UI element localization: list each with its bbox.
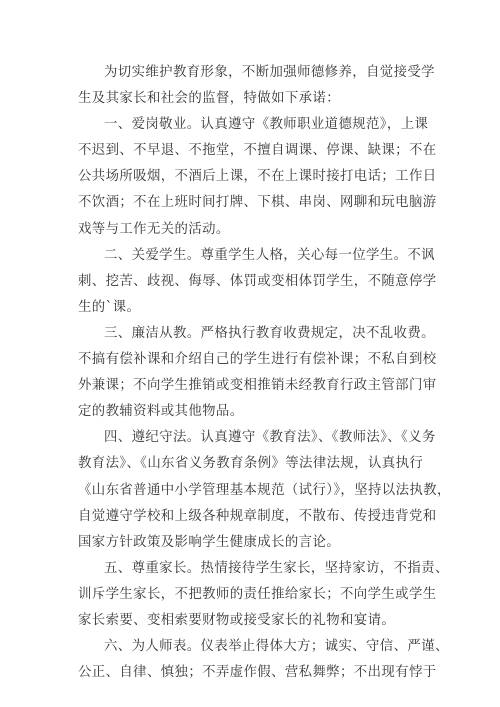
text-line: 生及其家长和社会的监督，特做如下承诺： — [78, 91, 341, 107]
text-line: 定的教辅资料或其他物品。 — [78, 404, 244, 420]
text-line: 一、爱岗敬业。认真遵守《教师职业道德规范》，上课 — [104, 117, 429, 133]
text-line: 为切实维护教育形象，不断加强师德修养，自觉接受学 — [104, 65, 435, 80]
text-line: 生的`课。 — [78, 299, 141, 315]
text-line: 公正、自律、慎独；不弄虚作假、营私舞弊；不出现有悖于 — [78, 665, 437, 681]
text-line: 三、廉洁从教。严格执行教育收费规定，决不乱收费。 — [104, 325, 435, 341]
text-line: 四、遵纪守法。认真遵守《教育法》、《教师法》、《义务 — [104, 430, 436, 446]
text-line: 自觉遵守学校和上级各种规章制度，不散布、传授违背党和 — [78, 508, 437, 524]
text-line: 二、关爱学生。尊重学生人格，关心每一位学生。不讽 — [104, 247, 435, 263]
text-line: 不饮酒；不在上班时间打牌、下棋、串岗、网聊和玩电脑游 — [78, 195, 437, 211]
text-line: 戏等与工作无关的活动。 — [78, 221, 230, 237]
text-line: 刺、挖苦、歧视、侮辱、体罚或变相体罚学生，不随意停学 — [78, 273, 437, 289]
text-line: 六、为人师表。仪表举止得体大方；诚实、守信、严谨、 — [104, 639, 449, 655]
text-line: 家长索要、变相索要财物或接受家长的礼物和宴请。 — [78, 612, 396, 628]
text-line: 五、尊重家长。热情接待学生家长，坚持家访，不指责、 — [104, 560, 449, 576]
text-line: 不搞有偿补课和介绍自己的学生进行有偿补课；不私自到校 — [78, 352, 437, 368]
text-line: 不迟到、不早退、不拖堂，不擅自调课、停课、缺课；不在 — [78, 143, 437, 159]
document-body — [78, 60, 451, 686]
text-line: 《山东省普通中小学管理基本规范（试行）》，坚持以法执教， — [78, 482, 451, 498]
text-line: 国家方针政策及影响学生健康成长的言论。 — [78, 534, 341, 550]
text-line: 外兼课；不向学生推销或变相推销未经教育行政主管部门审 — [78, 378, 437, 394]
text-line: 教育法》、《山东省义务教育条例》等法律法规，认真执行 — [78, 456, 424, 472]
text-line: 公共场所吸烟，不酒后上课，不在上课时接打电话；工作日 — [78, 169, 437, 185]
text-line: 训斥学生家长，不把教师的责任推给家长；不向学生或学生 — [78, 586, 437, 602]
